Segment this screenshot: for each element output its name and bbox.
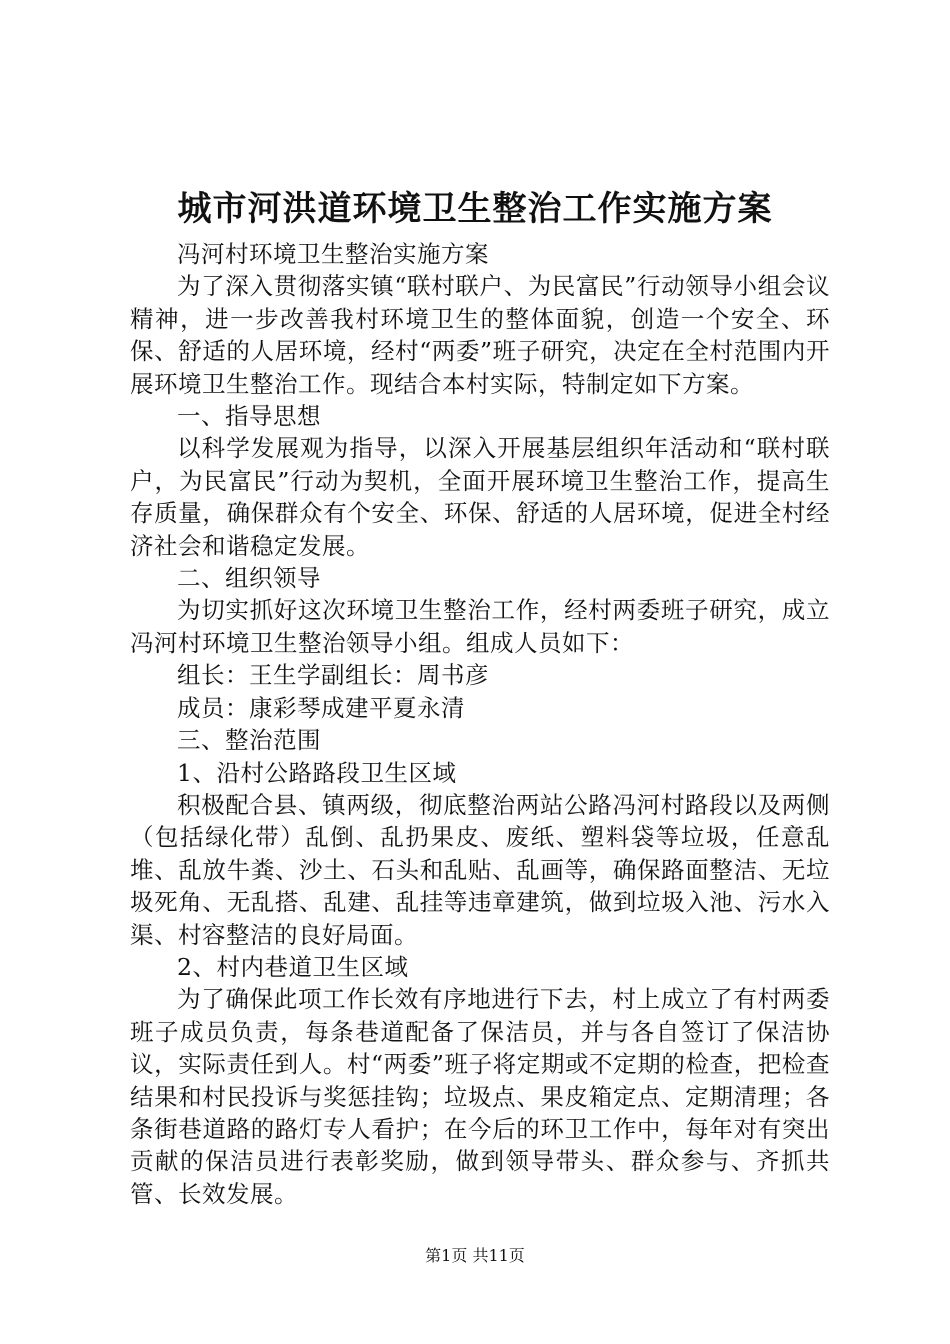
page-footer: 第1页 共11页 <box>425 1246 525 1265</box>
document-title: 城市河洪道环境卫生整治工作实施方案 <box>177 189 773 229</box>
section-heading-organization: 二、组织领导 <box>177 564 321 593</box>
subsection-heading-lanes: 2、村内巷道卫生区域 <box>177 952 409 981</box>
guiding-ideology-paragraph: 以科学发展观为指导，以深入开展基层组织年活动和“联村联户，为民富民”行动为契机，全面开展环境卫生整治工作，提高生存质量，确保群众有个安全、环保、舒适的人居环境，促进全村经济社会和谐稳定发展。 <box>130 434 830 560</box>
section-heading-scope: 三、整治范围 <box>177 726 321 755</box>
road-paragraph: 积极配合县、镇两级，彻底整治两站公路冯河村路段以及两侧（包括绿化带）乱倒、乱扔果皮、废纸、塑料袋等垃圾，任意乱堆、乱放牛粪、沙土、石头和乱贴、乱画等，确保路面整洁、无垃圾死角、无乱搭、乱建、乱挂等违章建筑，做到垃圾入池、污水入渠、村容整洁的良好局面。 <box>130 790 830 949</box>
lanes-paragraph: 为了确保此项工作长效有序地进行下去，村上成立了有村两委班子成员负责，每条巷道配备了保洁员，并与各自签订了保洁协议，实际责任到人。村“两委”班子将定期或不定期的检查，把检查结果和村民投诉与奖惩挂钩；垃圾点、果皮箱定点、定期清理；各条街巷道路的路灯专人看护；在今后的环卫工作中，每年对有突出贡献的保洁员进行表彰奖励，做到领导带头、群众参与、齐抓共管、长效发展。 <box>130 985 830 1208</box>
team-leader-line: 组长：王生学副组长：周书彦 <box>177 661 489 690</box>
document-body <box>130 238 830 1210</box>
subtitle-paragraph: 冯河村环境卫生整治实施方案 <box>177 240 489 268</box>
intro-paragraph: 为了深入贯彻落实镇“联村联户、为民富民”行动领导小组会议精神，进一步改善我村环境卫生的整体面貌，创造一个安全、环保、舒适的人居环境，经村“两委”班子研究，决定在全村范围内开展环境卫生整治工作。现结合本村实际，特制定如下方案。 <box>130 272 830 398</box>
organization-paragraph: 为切实抓好这次环境卫生整治工作，经村两委班子研究，成立冯河村环境卫生整治领导小组。组成人员如下： <box>130 596 830 657</box>
subsection-heading-road: 1、沿村公路路段卫生区域 <box>177 758 457 787</box>
section-heading-guiding-ideology: 一、指导思想 <box>177 402 321 431</box>
team-members-line: 成员：康彩琴成建平夏永清 <box>177 693 465 722</box>
